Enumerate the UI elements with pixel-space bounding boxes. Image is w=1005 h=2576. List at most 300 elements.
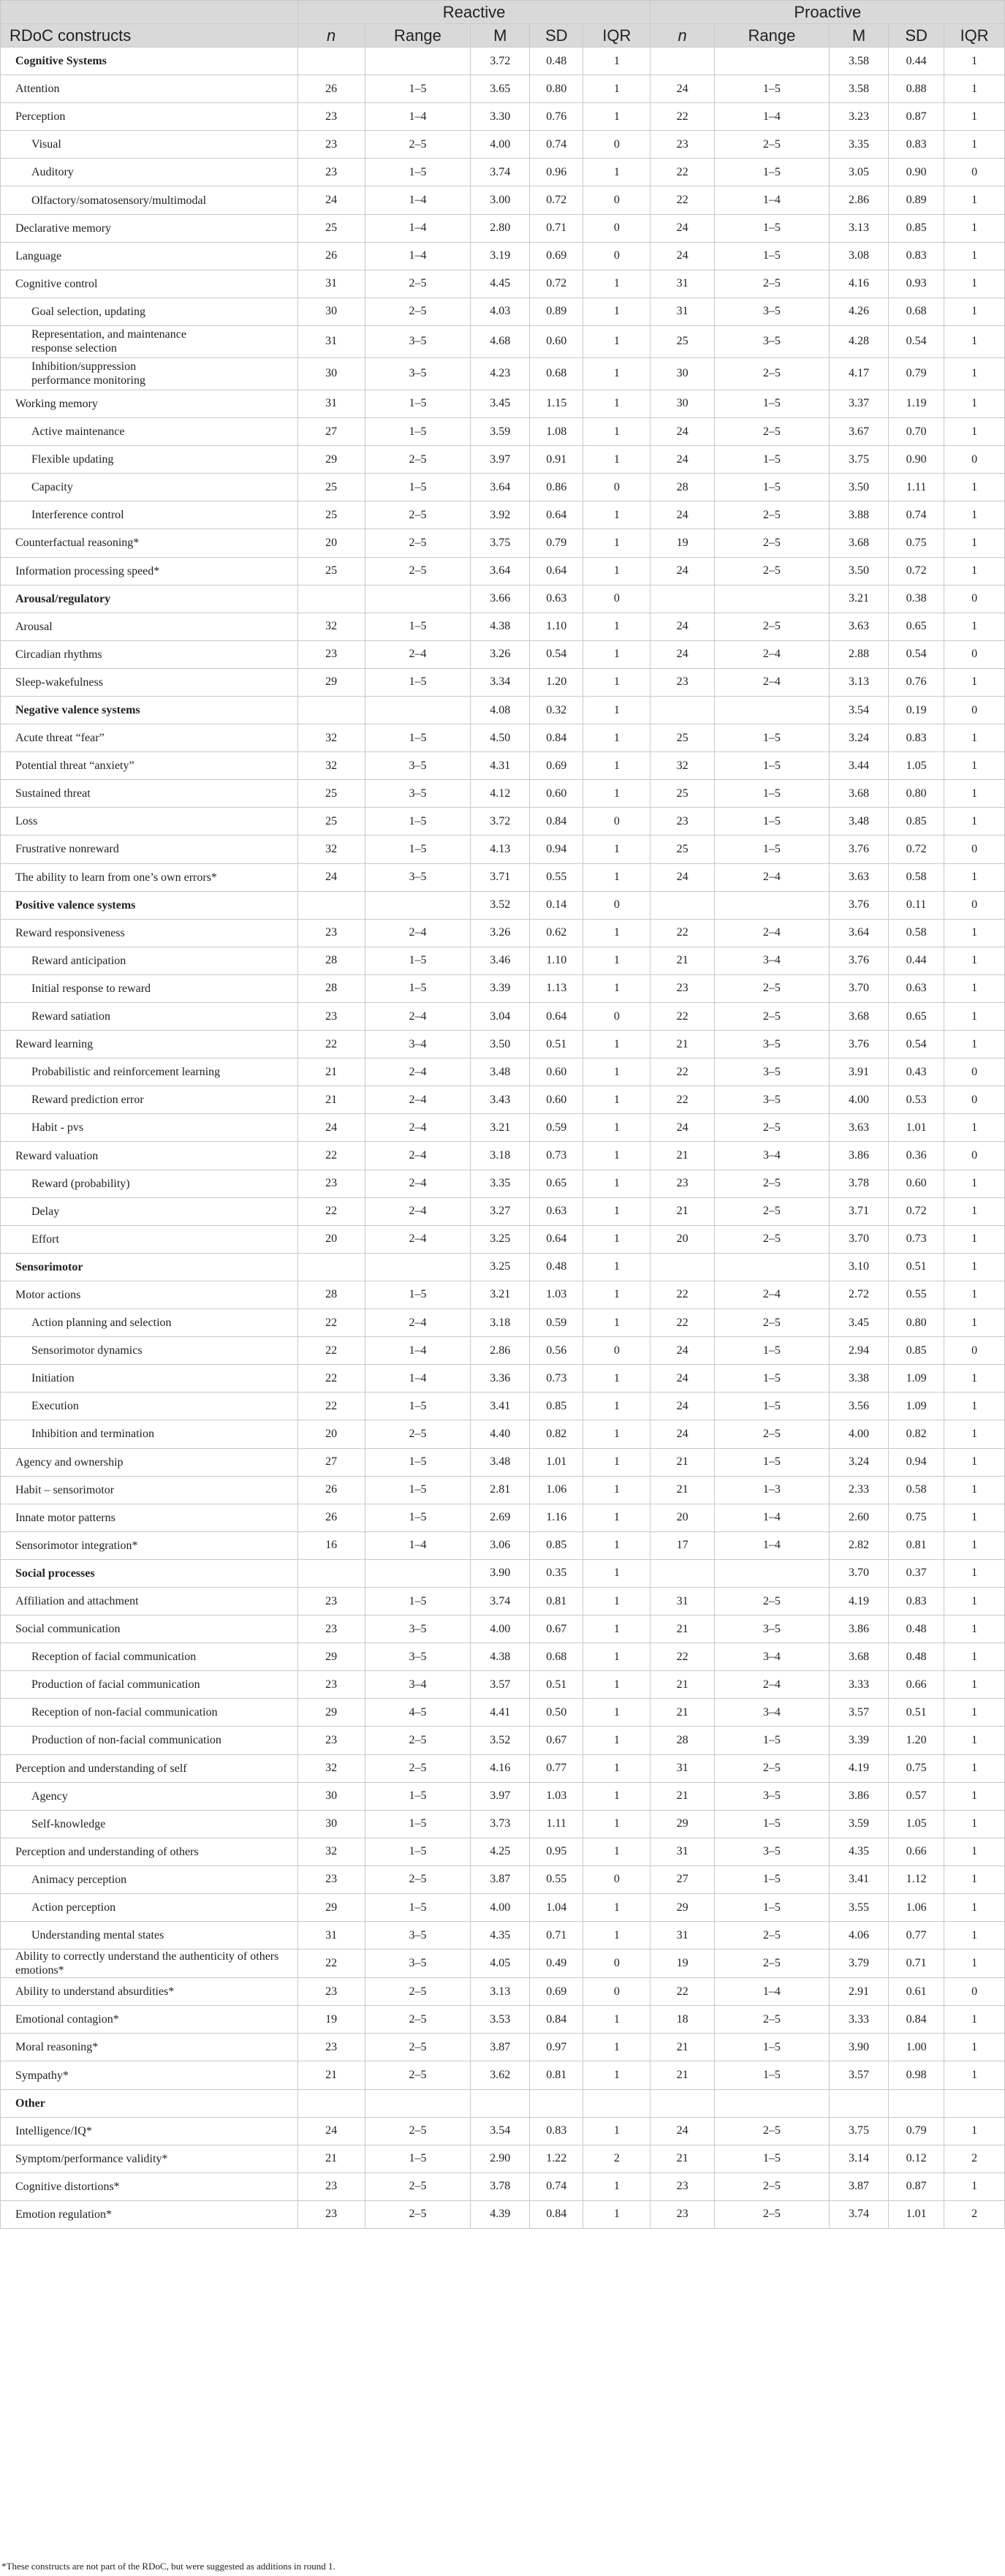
reactive-n-cell: 29	[297, 668, 365, 696]
construct-label: Initial response to reward	[1, 974, 298, 1002]
reactive-iqr-cell: 1	[583, 1782, 651, 1810]
proactive-n-cell: 23	[651, 668, 714, 696]
proactive-m-cell: 3.76	[830, 947, 889, 974]
table-row	[1, 613, 1005, 640]
proactive-n-cell: 24	[651, 214, 714, 242]
reactive-range-cell: 2–5	[365, 1978, 471, 2006]
proactive-range-cell: 1–3	[714, 1476, 829, 1504]
proactive-sd-cell: 0.58	[889, 919, 944, 947]
proactive-n-cell: 23	[651, 2200, 714, 2228]
reactive-m-cell: 3.30	[471, 103, 530, 131]
construct-label: Delay	[1, 1197, 298, 1225]
reactive-range-cell: 3–5	[365, 1615, 471, 1643]
table-row	[1, 1393, 1005, 1420]
reactive-sd-cell: 1.15	[530, 390, 583, 417]
reactive-m-cell: 3.18	[471, 1309, 530, 1337]
reactive-range-cell: 2–4	[365, 1197, 471, 1225]
proactive-n-cell: 21	[651, 947, 714, 974]
proactive-sd-cell: 0.54	[889, 325, 944, 357]
reactive-iqr-cell: 1	[583, 446, 651, 474]
reactive-iqr-cell: 1	[583, 974, 651, 1002]
proactive-range-cell: 1–5	[714, 1810, 829, 1838]
proactive-sd-cell: 0.68	[889, 298, 944, 325]
proactive-m-cell: 3.67	[830, 418, 889, 446]
reactive-sd-cell: 0.84	[530, 2200, 583, 2228]
table-row	[1, 1337, 1005, 1365]
proactive-iqr-cell: 0	[944, 836, 1005, 863]
proactive-m-cell: 3.33	[830, 1671, 889, 1699]
reactive-range-cell: 2–5	[365, 557, 471, 585]
proactive-sd-cell: 0.94	[889, 1448, 944, 1476]
table-row	[1, 2200, 1005, 2228]
construct-label: Inhibition/suppression performance monitoring	[1, 357, 298, 390]
table-row	[1, 1950, 1005, 1978]
reactive-iqr-cell: 1	[583, 1197, 651, 1225]
reactive-range-cell: 1–4	[365, 1337, 471, 1365]
proactive-m-cell: 2.94	[830, 1337, 889, 1365]
proactive-iqr-cell: 1	[944, 1170, 1005, 1197]
reactive-n-cell: 31	[297, 1922, 365, 1950]
proactive-m-cell: 3.68	[830, 1003, 889, 1031]
construct-label: Representation, and maintenance response selection	[1, 325, 298, 357]
header-columns-row	[1, 24, 1005, 48]
reactive-range-cell: 1–5	[365, 390, 471, 417]
constructs-column-header: RDoC constructs	[1, 24, 298, 48]
reactive-sd-cell: 0.82	[530, 1420, 583, 1448]
reactive-sd-cell: 0.59	[530, 1114, 583, 1142]
reactive-range-cell: 1–4	[365, 1531, 471, 1559]
proactive-n-cell: 21	[651, 1476, 714, 1504]
reactive-range-cell: 2–4	[365, 919, 471, 947]
reactive-range-cell: 2–4	[365, 1058, 471, 1086]
table-header	[1, 1, 1005, 48]
reactive-range-cell: 1–5	[365, 836, 471, 863]
reactive-range-cell: 1–5	[365, 474, 471, 501]
reactive-iqr-cell: 1	[583, 298, 651, 325]
reactive-range-cell: 2–5	[365, 2117, 471, 2145]
reactive-iqr-cell: 1	[583, 1894, 651, 1922]
proactive-m-cell: 3.78	[830, 1170, 889, 1197]
table-row	[1, 808, 1005, 836]
construct-label: Perception	[1, 103, 298, 131]
reactive-iqr-cell: 1	[583, 2200, 651, 2228]
proactive-range-cell: 2–5	[714, 1225, 829, 1253]
proactive-sd-cell: 0.81	[889, 1531, 944, 1559]
reactive-iqr-cell: 1	[583, 1838, 651, 1865]
reactive-n-cell: 29	[297, 1894, 365, 1922]
reactive-sd-cell: 0.79	[530, 529, 583, 557]
section-row	[1, 696, 1005, 724]
table-row	[1, 724, 1005, 752]
table-row	[1, 2172, 1005, 2200]
reactive-iqr-cell	[583, 2089, 651, 2117]
proactive-iqr-cell: 1	[944, 668, 1005, 696]
construct-label: Sleep-wakefulness	[1, 668, 298, 696]
proactive-m-cell: 3.50	[830, 474, 889, 501]
construct-label: Probabilistic and reinforcement learning	[1, 1058, 298, 1086]
reactive-iqr-cell: 1	[583, 1086, 651, 1114]
reactive-iqr-cell: 1	[583, 75, 651, 103]
reactive-n-cell: 23	[297, 1727, 365, 1754]
proactive-n-cell: 22	[651, 1086, 714, 1114]
proactive-m-cell: 3.75	[830, 2117, 889, 2145]
proactive-m-cell: 3.63	[830, 613, 889, 640]
proactive-range-cell: 1–5	[714, 75, 829, 103]
reactive-sd-cell: 0.83	[530, 2117, 583, 2145]
proactive-m-cell: 2.86	[830, 186, 889, 214]
proactive-m-cell: 3.45	[830, 1309, 889, 1337]
table-row	[1, 780, 1005, 808]
table-row	[1, 2117, 1005, 2145]
proactive-n-cell: 22	[651, 1058, 714, 1086]
table-row	[1, 1727, 1005, 1754]
reactive-n-cell: 23	[297, 159, 365, 186]
table-row	[1, 1197, 1005, 1225]
proactive-sd-cell: 1.20	[889, 1727, 944, 1754]
reactive-range-cell: 2–5	[365, 270, 471, 298]
reactive-sd-cell: 0.50	[530, 1699, 583, 1727]
reactive-m-cell: 3.53	[471, 2006, 530, 2034]
proactive-iqr-cell: 1	[944, 2117, 1005, 2145]
proactive-m-cell: 4.00	[830, 1420, 889, 1448]
reactive-sd-cell: 0.68	[530, 1643, 583, 1671]
proactive-n-cell	[651, 48, 714, 75]
reactive-iqr-cell: 1	[583, 159, 651, 186]
proactive-m-cell: 3.55	[830, 1894, 889, 1922]
reactive-iqr-cell: 1	[583, 357, 651, 390]
proactive-sd-cell: 0.72	[889, 557, 944, 585]
proactive-sd-cell: 0.43	[889, 1058, 944, 1086]
reactive-m-header: M	[471, 24, 530, 48]
proactive-iqr-cell: 1	[944, 1253, 1005, 1281]
reactive-sd-cell: 0.84	[530, 724, 583, 752]
proactive-iqr-cell: 1	[944, 1559, 1005, 1587]
proactive-n-cell: 24	[651, 1114, 714, 1142]
reactive-range-cell: 1–5	[365, 1894, 471, 1922]
proactive-m-cell: 4.26	[830, 298, 889, 325]
reactive-range-cell: 2–5	[365, 1865, 471, 1893]
section-row	[1, 1253, 1005, 1281]
reactive-range-cell: 2–4	[365, 1225, 471, 1253]
reactive-m-cell: 3.97	[471, 1782, 530, 1810]
proactive-m-cell: 3.71	[830, 1197, 889, 1225]
reactive-n-cell: 22	[297, 1309, 365, 1337]
reactive-iqr-cell: 1	[583, 529, 651, 557]
proactive-sd-cell: 0.80	[889, 1309, 944, 1337]
proactive-iqr-cell: 1	[944, 1531, 1005, 1559]
table-row	[1, 1420, 1005, 1448]
table-row	[1, 1058, 1005, 1086]
reactive-n-cell: 25	[297, 557, 365, 585]
proactive-m-cell: 3.13	[830, 668, 889, 696]
reactive-range-cell: 2–4	[365, 1114, 471, 1142]
proactive-n-cell: 24	[651, 1337, 714, 1365]
reactive-n-cell: 23	[297, 1170, 365, 1197]
proactive-m-cell: 4.17	[830, 357, 889, 390]
reactive-m-cell: 3.21	[471, 1114, 530, 1142]
proactive-range-cell: 1–5	[714, 474, 829, 501]
reactive-sd-cell: 1.10	[530, 947, 583, 974]
construct-label: Reward learning	[1, 1031, 298, 1058]
proactive-range-cell	[714, 585, 829, 613]
proactive-sd-cell: 0.90	[889, 446, 944, 474]
proactive-n-cell: 31	[651, 298, 714, 325]
proactive-range-cell: 2–5	[714, 1587, 829, 1615]
reactive-n-cell: 23	[297, 1865, 365, 1893]
reactive-sd-cell: 1.10	[530, 613, 583, 640]
construct-label: Olfactory/somatosensory/multimodal	[1, 186, 298, 214]
proactive-iqr-cell: 1	[944, 214, 1005, 242]
proactive-n-cell: 23	[651, 808, 714, 836]
table-row	[1, 1448, 1005, 1476]
proactive-n-cell: 31	[651, 1587, 714, 1615]
reactive-iqr-cell: 1	[583, 2117, 651, 2145]
proactive-range-cell: 2–5	[714, 1197, 829, 1225]
table-row	[1, 186, 1005, 214]
proactive-range-cell: 3–5	[714, 1782, 829, 1810]
reactive-m-cell: 3.52	[471, 1727, 530, 1754]
proactive-iqr-cell: 1	[944, 947, 1005, 974]
reactive-n-cell: 23	[297, 1671, 365, 1699]
proactive-iqr-cell	[944, 2089, 1005, 2117]
construct-label: Animacy perception	[1, 1865, 298, 1893]
construct-label: Execution	[1, 1393, 298, 1420]
reactive-n-cell: 25	[297, 474, 365, 501]
proactive-n-cell: 22	[651, 159, 714, 186]
reactive-range-cell: 2–4	[365, 1142, 471, 1170]
proactive-m-cell: 4.06	[830, 1922, 889, 1950]
proactive-n-cell: 19	[651, 529, 714, 557]
reactive-iqr-cell: 1	[583, 2172, 651, 2200]
construct-label: Agency and ownership	[1, 1448, 298, 1476]
reactive-iqr-cell: 1	[583, 1810, 651, 1838]
table-row	[1, 242, 1005, 270]
proactive-sd-cell: 0.36	[889, 1142, 944, 1170]
construct-label: The ability to learn from one’s own errors*	[1, 863, 298, 891]
reactive-sd-cell: 0.69	[530, 1978, 583, 2006]
reactive-m-cell: 3.92	[471, 501, 530, 529]
proactive-sd-cell: 0.74	[889, 501, 944, 529]
reactive-sd-cell: 0.96	[530, 159, 583, 186]
table-row	[1, 1170, 1005, 1197]
reactive-iqr-cell: 1	[583, 724, 651, 752]
reactive-range-cell: 1–4	[365, 186, 471, 214]
table-row	[1, 75, 1005, 103]
table-row	[1, 1643, 1005, 1671]
construct-label: Intelligence/IQ*	[1, 2117, 298, 2145]
proactive-range-cell: 1–4	[714, 1978, 829, 2006]
proactive-m-cell: 3.86	[830, 1142, 889, 1170]
proactive-sd-cell: 0.80	[889, 780, 944, 808]
reactive-m-cell: 3.73	[471, 1810, 530, 1838]
reactive-n-cell: 26	[297, 1504, 365, 1531]
table-row	[1, 325, 1005, 357]
reactive-iqr-cell: 1	[583, 1727, 651, 1754]
reactive-m-cell: 4.00	[471, 1615, 530, 1643]
reactive-n-cell: 26	[297, 242, 365, 270]
proactive-m-cell: 3.59	[830, 1810, 889, 1838]
reactive-sd-cell: 0.97	[530, 2034, 583, 2061]
proactive-iqr-cell: 1	[944, 48, 1005, 75]
reactive-m-cell: 2.81	[471, 1476, 530, 1504]
reactive-n-cell: 30	[297, 1810, 365, 1838]
reactive-m-cell: 3.25	[471, 1253, 530, 1281]
proactive-iqr-cell: 1	[944, 1587, 1005, 1615]
proactive-m-cell: 3.23	[830, 103, 889, 131]
proactive-n-cell: 24	[651, 613, 714, 640]
proactive-n-cell: 22	[651, 1309, 714, 1337]
proactive-iqr-cell: 1	[944, 1309, 1005, 1337]
reactive-range-cell: 1–5	[365, 2145, 471, 2172]
reactive-sd-cell: 0.55	[530, 863, 583, 891]
reactive-m-cell: 3.66	[471, 585, 530, 613]
proactive-n-cell: 24	[651, 1420, 714, 1448]
reactive-m-cell: 3.48	[471, 1448, 530, 1476]
section-row	[1, 48, 1005, 75]
proactive-iqr-cell: 1	[944, 1504, 1005, 1531]
reactive-n-cell: 21	[297, 1086, 365, 1114]
proactive-iqr-cell: 1	[944, 186, 1005, 214]
construct-label: Reward anticipation	[1, 947, 298, 974]
reactive-sd-cell: 0.94	[530, 836, 583, 863]
reactive-sd-cell: 0.63	[530, 1197, 583, 1225]
table-row	[1, 1699, 1005, 1727]
proactive-range-cell: 3–5	[714, 298, 829, 325]
reactive-range-cell: 1–4	[365, 214, 471, 242]
reactive-range-cell: 3–5	[365, 325, 471, 357]
proactive-iqr-cell: 1	[944, 808, 1005, 836]
proactive-n-cell: 22	[651, 1978, 714, 2006]
reactive-sd-cell: 0.84	[530, 808, 583, 836]
reactive-n-cell: 32	[297, 1838, 365, 1865]
proactive-n-cell	[651, 891, 714, 919]
proactive-iqr-cell: 1	[944, 390, 1005, 417]
reactive-sd-cell: 1.03	[530, 1281, 583, 1308]
proactive-sd-cell: 0.83	[889, 131, 944, 159]
proactive-iqr-cell: 1	[944, 1671, 1005, 1699]
proactive-m-cell: 3.79	[830, 1950, 889, 1978]
reactive-iqr-cell: 1	[583, 1225, 651, 1253]
proactive-iqr-cell: 1	[944, 529, 1005, 557]
reactive-iqr-cell: 0	[583, 1865, 651, 1893]
table-row	[1, 418, 1005, 446]
proactive-n-cell: 24	[651, 1365, 714, 1393]
proactive-m-cell: 3.91	[830, 1058, 889, 1086]
reactive-n-cell: 32	[297, 836, 365, 863]
construct-label: Reward (probability)	[1, 1170, 298, 1197]
table-row	[1, 863, 1005, 891]
proactive-sd-cell: 0.61	[889, 1978, 944, 2006]
construct-label: Positive valence systems	[1, 891, 298, 919]
proactive-range-cell: 1–5	[714, 446, 829, 474]
proactive-sd-cell: 0.72	[889, 836, 944, 863]
reactive-range-cell: 1–5	[365, 1476, 471, 1504]
reactive-iqr-header: IQR	[583, 24, 651, 48]
reactive-range-cell	[365, 1559, 471, 1587]
reactive-range-cell: 1–5	[365, 724, 471, 752]
proactive-range-cell: 2–5	[714, 529, 829, 557]
proactive-n-cell	[651, 2089, 714, 2117]
reactive-sd-cell: 0.60	[530, 325, 583, 357]
table-row	[1, 557, 1005, 585]
reactive-sd-cell: 0.60	[530, 1058, 583, 1086]
reactive-m-cell: 3.21	[471, 1281, 530, 1308]
reactive-sd-cell: 0.64	[530, 501, 583, 529]
reactive-m-cell: 2.90	[471, 2145, 530, 2172]
proactive-iqr-cell: 1	[944, 1420, 1005, 1448]
proactive-m-cell: 3.50	[830, 557, 889, 585]
proactive-n-cell: 18	[651, 2006, 714, 2034]
proactive-sd-cell: 0.88	[889, 75, 944, 103]
reactive-iqr-cell: 1	[583, 1531, 651, 1559]
reactive-range-cell	[365, 1253, 471, 1281]
reactive-m-cell: 3.97	[471, 446, 530, 474]
proactive-m-cell: 3.64	[830, 919, 889, 947]
proactive-m-cell: 3.21	[830, 585, 889, 613]
reactive-sd-cell: 0.80	[530, 75, 583, 103]
proactive-range-cell: 2–5	[714, 613, 829, 640]
proactive-n-cell: 29	[651, 1894, 714, 1922]
reactive-range-cell: 1–5	[365, 1587, 471, 1615]
construct-label: Production of facial communication	[1, 1671, 298, 1699]
proactive-range-cell: 3–5	[714, 1615, 829, 1643]
reactive-m-cell: 3.78	[471, 2172, 530, 2200]
reactive-range-cell: 2–5	[365, 2034, 471, 2061]
proactive-range-cell: 2–4	[714, 640, 829, 668]
proactive-n-cell: 31	[651, 1838, 714, 1865]
reactive-n-cell: 25	[297, 808, 365, 836]
proactive-sd-cell: 1.09	[889, 1393, 944, 1420]
proactive-m-cell: 3.57	[830, 2061, 889, 2089]
reactive-iqr-cell: 1	[583, 2061, 651, 2089]
proactive-m-cell: 3.75	[830, 446, 889, 474]
reactive-range-cell: 1–4	[365, 1365, 471, 1393]
reactive-sd-cell: 0.71	[530, 214, 583, 242]
proactive-iqr-cell: 1	[944, 1448, 1005, 1476]
proactive-n-cell: 21	[651, 1197, 714, 1225]
proactive-iqr-cell: 1	[944, 357, 1005, 390]
reactive-n-cell: 22	[297, 1337, 365, 1365]
reactive-range-cell: 3–5	[365, 863, 471, 891]
reactive-iqr-cell: 1	[583, 1448, 651, 1476]
reactive-n-cell: 26	[297, 75, 365, 103]
reactive-sd-cell: 1.13	[530, 974, 583, 1002]
reactive-sd-cell: 0.95	[530, 1838, 583, 1865]
proactive-m-cell: 3.63	[830, 863, 889, 891]
proactive-n-cell: 32	[651, 752, 714, 780]
reactive-iqr-cell: 1	[583, 557, 651, 585]
reactive-sd-cell: 0.48	[530, 48, 583, 75]
proactive-sd-cell: 0.85	[889, 214, 944, 242]
proactive-iqr-cell: 0	[944, 1142, 1005, 1170]
table-row	[1, 1476, 1005, 1504]
proactive-iqr-cell: 0	[944, 640, 1005, 668]
reactive-m-cell: 4.03	[471, 298, 530, 325]
reactive-range-cell: 2–5	[365, 1727, 471, 1754]
reactive-m-cell: 3.04	[471, 1003, 530, 1031]
reactive-m-cell: 4.23	[471, 357, 530, 390]
reactive-sd-cell: 0.72	[530, 186, 583, 214]
reactive-range-cell	[365, 2089, 471, 2117]
proactive-range-cell: 1–5	[714, 808, 829, 836]
reactive-iqr-cell: 0	[583, 131, 651, 159]
construct-label: Sensorimotor dynamics	[1, 1337, 298, 1365]
table-row	[1, 947, 1005, 974]
proactive-iqr-cell: 1	[944, 1782, 1005, 1810]
proactive-range-cell: 1–5	[714, 159, 829, 186]
reactive-range-cell: 2–5	[365, 298, 471, 325]
proactive-n-cell: 24	[651, 557, 714, 585]
